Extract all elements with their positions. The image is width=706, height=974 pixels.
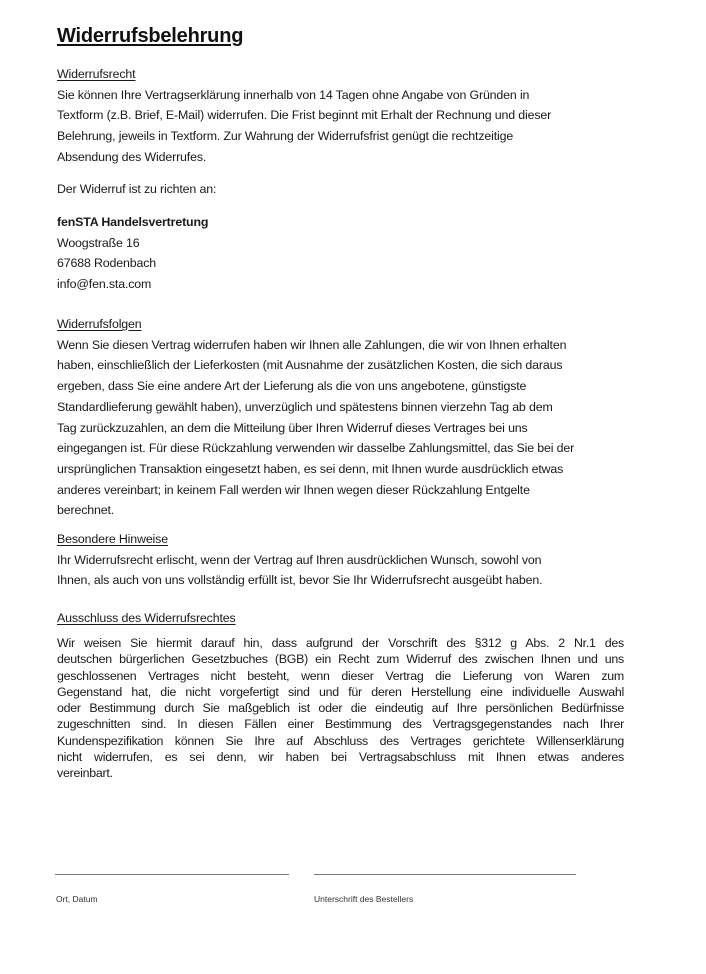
paragraph-line: Standardlieferung gewählt haben), unverzüglich und spätestens binnen vierzehn Tag ab dem [57, 399, 553, 414]
paragraph-line: Tag zurückzuzahlen, an dem die Mitteilung über Ihren Widerruf dieses Vertrages bei uns [57, 420, 528, 435]
paragraph-line: oder Bestimmung durch Sie maßgeblich ist oder die eindeutig auf Ihre persönlichen Bedürfnisse [57, 701, 624, 716]
section-widerrufsrecht [57, 64, 627, 168]
section-ausschluss [57, 635, 624, 782]
address-city: 67688 Rodenbach [57, 256, 157, 271]
paragraph-line: Ihr Widerrufsrecht erlischt, wenn der Vertrag auf Ihren ausdrücklichen Wunsch, sowohl von [57, 552, 542, 567]
section-heading: Widerrufsrecht [57, 67, 136, 81]
paragraph-line: haben, einschließlich der Lieferkosten (mit Ausnahme der zusätzlichen Kosten, die sich daraus [57, 358, 563, 373]
paragraph-line: geschlossenen Vertrages nicht besteht, wenn dieser Vertrag die Lieferung von Waren zum [57, 668, 624, 683]
company-name: fenSTA Handelsvertretung [57, 215, 209, 229]
paragraph-line: ursprünglichen Transaktion eingesetzt haben, es sei denn, mit Ihnen wurde ausdrücklich etwas [57, 461, 564, 476]
section-ausschluss-heading-block [57, 608, 627, 629]
signature-label: Unterschrift des Bestellers [314, 894, 414, 904]
section-heading: Ausschluss des Widerrufsrechtes [57, 611, 236, 625]
document-title: Widerrufsbelehrung [57, 25, 244, 47]
recipient-intro-block [57, 179, 627, 200]
paragraph-line: Textform (z.B. Brief, E-Mail) widerrufen. Die Frist beginnt mit Erhalt der Rechnung und dieser [57, 108, 552, 123]
paragraph-line: ergeben, dass Sie eine andere Art der Lieferung als die von uns angebotene, günstigste [57, 379, 527, 394]
paragraph-line: Belehrung, jeweils in Textform. Zur Wahrung der Widerrufsfrist genügt die rechtzeitige [57, 129, 514, 144]
contact-email: info@fen.sta.com [57, 277, 152, 292]
place-date-label: Ort, Datum [56, 894, 98, 904]
section-heading: Besondere Hinweise [57, 532, 168, 546]
paragraph-line: eingegangen ist. Für diese Rückzahlung verwenden wir dasselbe Zahlungsmittel, das Sie bei der [57, 441, 575, 456]
address-street: Woogstraße 16 [57, 235, 140, 250]
paragraph-line: deutschen bürgerlichen Gesetzbuches (BGB) ein Recht zum Widerruf des zwischen Ihnen und uns [57, 652, 624, 667]
recipient-address [57, 212, 627, 295]
paragraph-line: Gegenstand hat, die nicht vorgefertigt sind und für deren Herstellung eine individuelle Auswahl [57, 684, 624, 699]
section-widerrufsfolgen [57, 314, 627, 521]
paragraph-line: Wenn Sie diesen Vertrag widerrufen haben wir Ihnen alle Zahlungen, die wir von Ihnen erhalten [57, 337, 567, 352]
recipient-intro: Der Widerruf ist zu richten an: [57, 182, 217, 196]
paragraph-line: Absendung des Widerrufes. [57, 149, 207, 164]
paragraph-line: nicht widerrufen, es sei denn, wir haben bei Vertragsabschluss mit Ihnen etwas anderes [57, 750, 624, 765]
paragraph-line: vereinbart. [57, 766, 113, 781]
paragraph-line: anderes vereinbart; in keinem Fall werden wir Ihnen wegen dieser Rückzahlung Entgelte [57, 482, 530, 497]
paragraph-line: zugeschnitten sind. In diesen Fällen einer Bestimmung des Vertragsgegenstandes nach Ihrer [57, 717, 624, 732]
paragraph-line: Ihnen, als auch von uns vollständig erfüllt ist, bevor Sie Ihr Widerrufsrecht ausgeübt haben. [57, 573, 543, 588]
paragraph-line: Sie können Ihre Vertragserklärung innerhalb von 14 Tagen ohne Angabe von Gründen in [57, 87, 530, 102]
section-besondere-hinweise [57, 529, 627, 591]
paragraph-line: berechnet. [57, 503, 115, 518]
place-date-signature-line [55, 874, 289, 875]
paragraph-line: Kundenspezifikation können Sie Ihre auf Abschluss des Vertrages gerichtete Willenserklärung [57, 733, 624, 748]
paragraph-line: Wir weisen Sie hiermit darauf hin, dass aufgrund der Vorschrift des §312 g Abs. 2 Nr.1 des [57, 636, 624, 650]
customer-signature-line [314, 874, 576, 875]
section-heading: Widerrufsfolgen [57, 317, 142, 331]
